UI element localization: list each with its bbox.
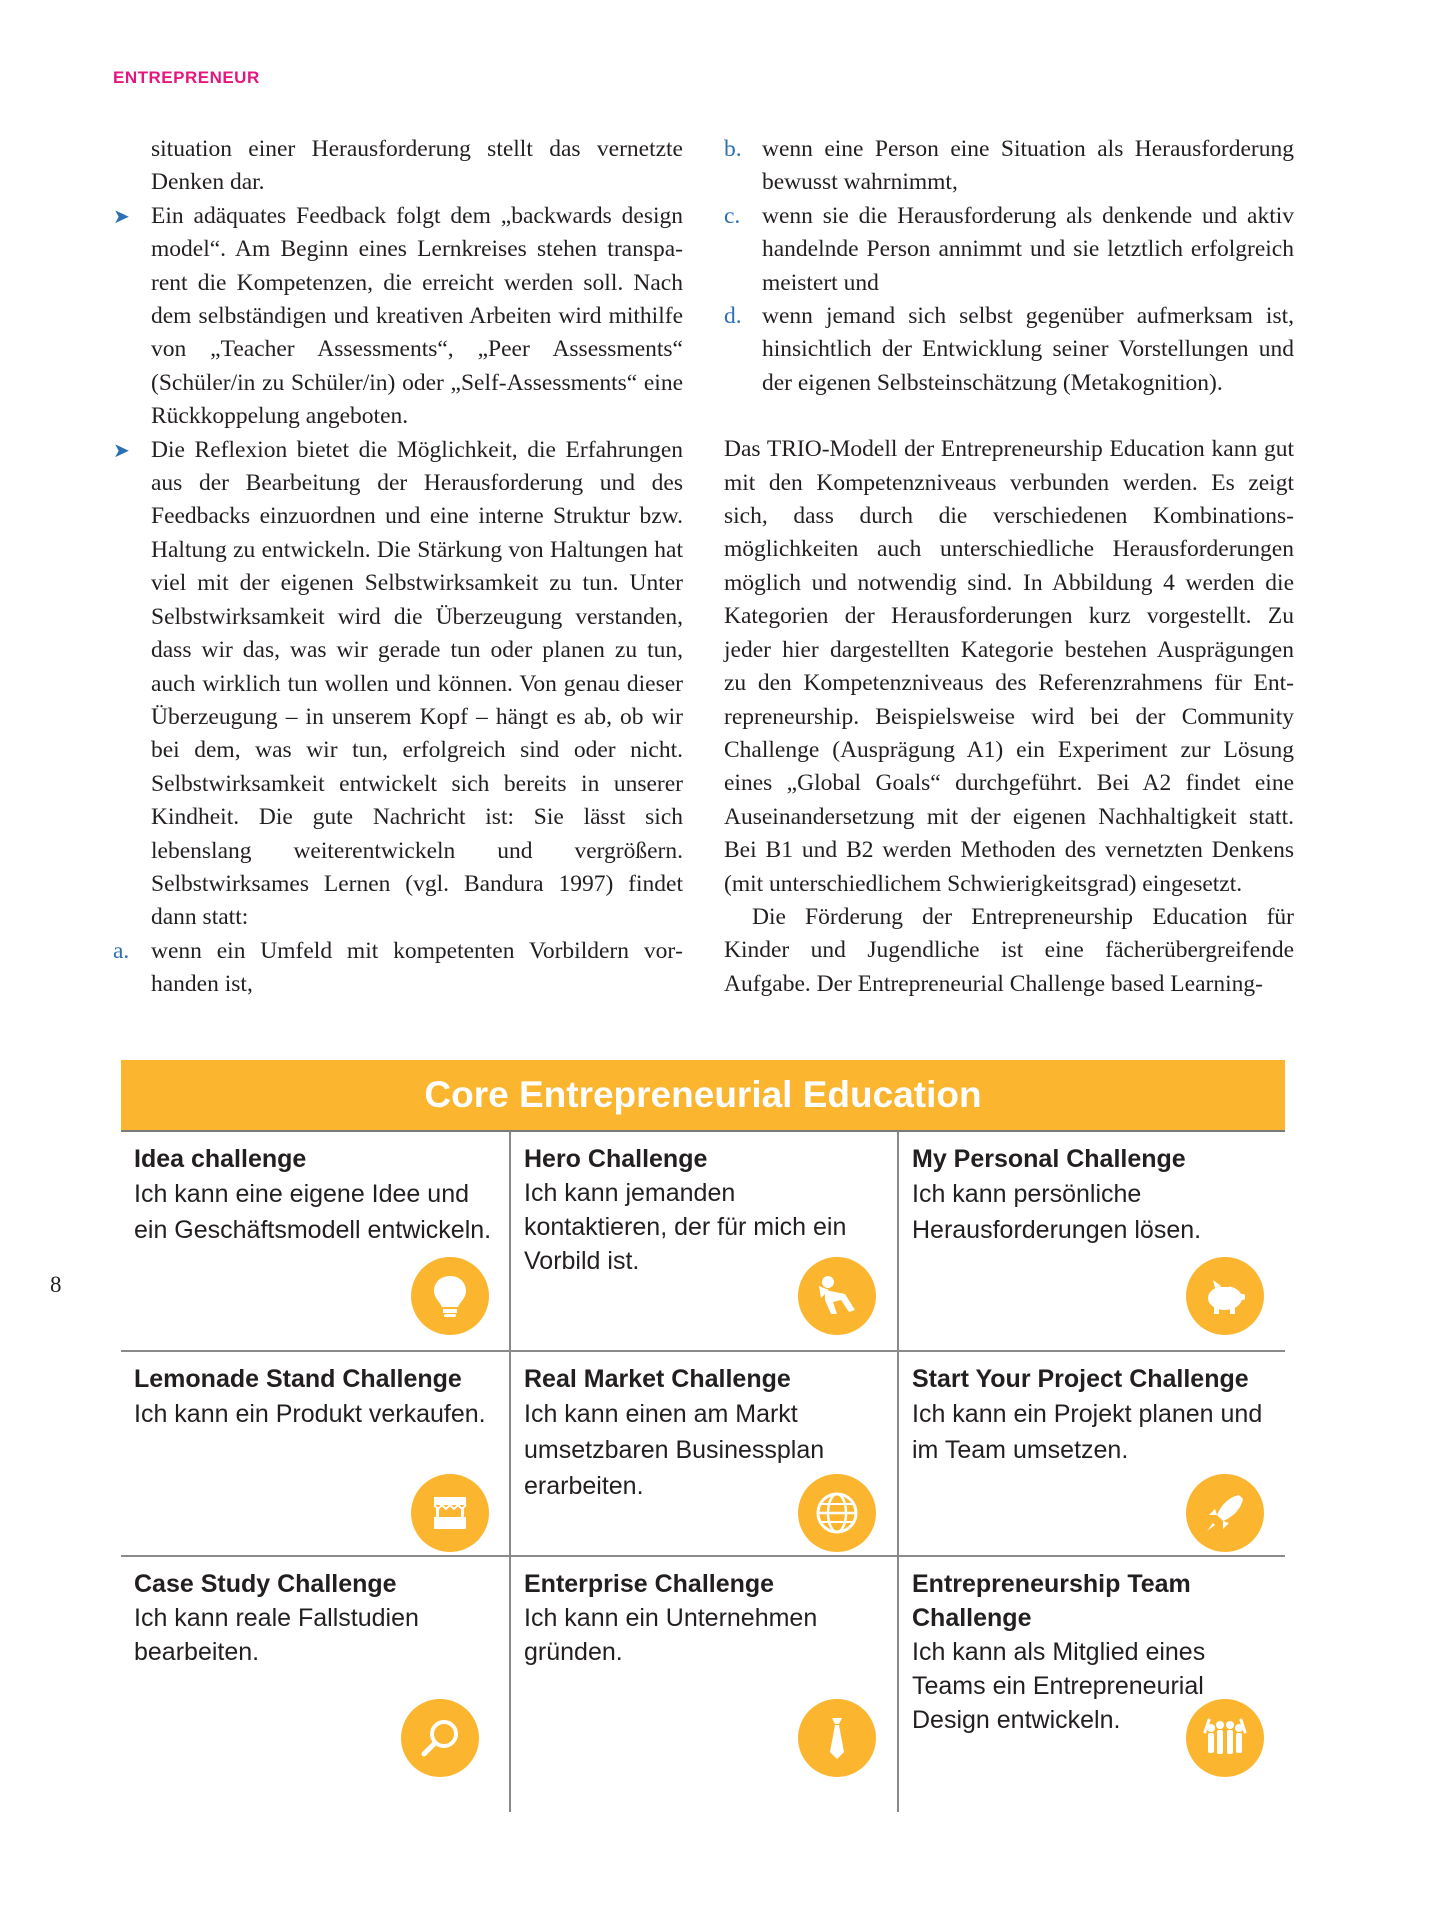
left-paragraph-continued: situation einer Herausforderung stellt das vernetzte Denken dar. [151,136,683,196]
challenge-title: Idea challenge [134,1145,307,1173]
figure-title: Core Entrepreneurial Education [121,1060,1285,1132]
right-column [724,133,1294,1001]
challenge-description: Ich kann einen am Markt umsetzbaren Businessplan erarbeiten. [524,1400,825,1500]
list-item-text: Ein adäquates Feedback folgt dem „backwards design model“. Am Beginn eines Lernkreises stehen transparent die Kompetenzen, die erreicht werden soll. Nach dem selbständigen und kreativen Arbeiten wird mithilfe von „Teacher Assessments“, „Peer Assessments“ (Schüler/in zu Schüler/in) oder „Self-Assessments“ eine Rückkoppelung angeboten. [151,202,683,430]
list-marker: d. [724,303,742,330]
challenge-cell [121,1352,509,1557]
challenge-figure [121,1060,1285,1812]
challenge-description: Ich kann ein Produkt verkaufen. [134,1400,486,1428]
challenge-title: My Personal Challenge [912,1145,1186,1173]
piggy-bank-icon [1186,1257,1264,1335]
list-marker: b. [724,136,742,162]
list-item [724,133,1294,200]
challenge-cell [897,1352,1285,1557]
challenge-description: Ich kann jemanden kontaktieren, der für mich ein Vorbild ist. [524,1179,847,1275]
challenge-description: Ich kann reale Fallstudien bearbeiten. [134,1604,419,1666]
page-number: 8 [50,1272,62,1297]
list-item-text: wenn eine Person eine Situation als Herausforderung bewusst wahrnimmt, [762,136,1294,196]
challenge-description: Ich kann als Mitglied eines Teams ein Entrepreneurial Design entwickeln. [912,1638,1206,1734]
arrow-bullet-icon: ➤ [113,437,130,462]
list-item-text: Die Reflexion bietet die Möglichkeit, die Erfahrungen aus der Bearbeitung der Herausforderung und des Feedbacks einzuordnen und eine interne Struktur bzw. Haltung zu entwickeln. Die Stärkung von Haltungen hat viel mit der eigenen Selbstwirksamkeit zu tun. Unter Selbstwirksamkeit wird die Überzeugung verstanden, dass wir das, was wir gerade tun oder planen zu tun, auch wirklich tun wollen und können. Von genau dieser Überzeugung – in unserem Kopf – hängt es ab, ob wir bei dem, was wir tun, erfolgreich sind oder nicht. Selbstwirksamkeit entwickelt sich bereits in unserer Kindheit. Die gute Nachricht ist: Sie lässt sich lebenslang weiterentwickeln und vergrößern. Selbstwirksames Lernen (vgl. Bandura 1997) findet dann statt: [151,436,683,931]
superhero-icon [798,1257,876,1335]
challenge-title: Lemonade Stand Challenge [134,1365,462,1393]
challenge-cell [121,1132,509,1352]
list-item [113,200,683,434]
challenge-title: Entrepreneurship Team Challenge [912,1570,1191,1632]
challenge-cell [509,1132,897,1352]
tie-icon [798,1699,876,1777]
rocket-icon [1186,1474,1264,1552]
challenge-description: Ich kann ein Unternehmen gründen. [524,1604,818,1666]
challenge-cell [897,1557,1285,1812]
paragraph-gap [724,400,1294,433]
market-stand-icon [411,1474,489,1552]
body-paragraph: Die Förderung der Entrepreneurship Education für Kinder und Jugendliche ist eine fächerübergreifende Aufgabe. Der Entrepreneurial Challenge based Learning- [724,903,1294,997]
challenge-description: Ich kann eine eigene Idee und ein Geschäftsmodell entwickeln. [134,1180,492,1244]
team-icon [1186,1699,1264,1777]
challenge-description: Ich kann ein Projekt planen und im Team umsetzen. [912,1400,1263,1464]
left-column [113,133,683,1002]
list-marker: a. [113,937,130,964]
running-header: ENTREPRENEUR [113,68,260,87]
challenge-title: Case Study Challenge [134,1570,397,1598]
list-item [724,300,1294,400]
body-paragraph: Das TRIO-Modell der Entrepreneurship Education kann gut mit den Kompetenzniveaus verbunden werden. Es zeigt sich, dass durch die verschiedenen Kombinationsmöglichkeiten auch unterschiedliche Herausforderungen möglich und notwendig sind. In Abbildung 4 werden die Kategorien der Herausforderungen kurz vorgestellt. Zu jeder hier dargestellten Kategorie bestehen Ausprägungen zu den Kompetenzniveaus des Referenzrahmens für Entrepreneurship. Beispielsweise wird bei der Community Challenge (Ausprägung A1) ein Experiment zur Lösung eines „Global Goals“ durchgeführt. Bei A2 findet eine Auseinandersetzung mit der eigenen Nachhaltigkeit statt. Bei B1 und B2 werden Methoden des vernetzten Denkens (mit unterschiedlichem Schwierigkeitsgrad) eingesetzt. [724,436,1294,897]
challenge-cell [509,1352,897,1557]
challenge-cell [509,1557,897,1812]
challenge-title: Enterprise Challenge [524,1570,775,1598]
challenge-title: Real Market Challenge [524,1365,791,1393]
arrow-bullet-icon: ➤ [113,203,130,228]
list-item-text: wenn ein Umfeld mit kompetenten Vorbildern vorhanden ist, [151,937,683,998]
challenge-description: Ich kann persönliche Herausforderungen lösen. [912,1180,1202,1244]
list-item [724,200,1294,300]
challenge-cell [121,1557,509,1812]
list-item-text: wenn jemand sich selbst gegenüber aufmerksam ist, hinsichtlich der Entwicklung seiner Vorstellungen und der eigenen Selbsteinschätzung (Metakognition). [762,303,1294,396]
globe-icon [798,1474,876,1552]
challenge-grid [121,1132,1285,1812]
list-item-text: wenn sie die Herausforderung als denkende und aktiv handelnde Person annimmt und sie letztlich erfolgreich meistert und [762,202,1294,296]
list-item [113,935,683,1002]
list-item [113,434,683,935]
challenge-title: Start Your Project Challenge [912,1365,1249,1393]
magnifier-icon [401,1699,479,1777]
lightbulb-icon [411,1257,489,1335]
list-marker: c. [724,202,741,229]
challenge-title: Hero Challenge [524,1145,708,1173]
challenge-cell [897,1132,1285,1352]
